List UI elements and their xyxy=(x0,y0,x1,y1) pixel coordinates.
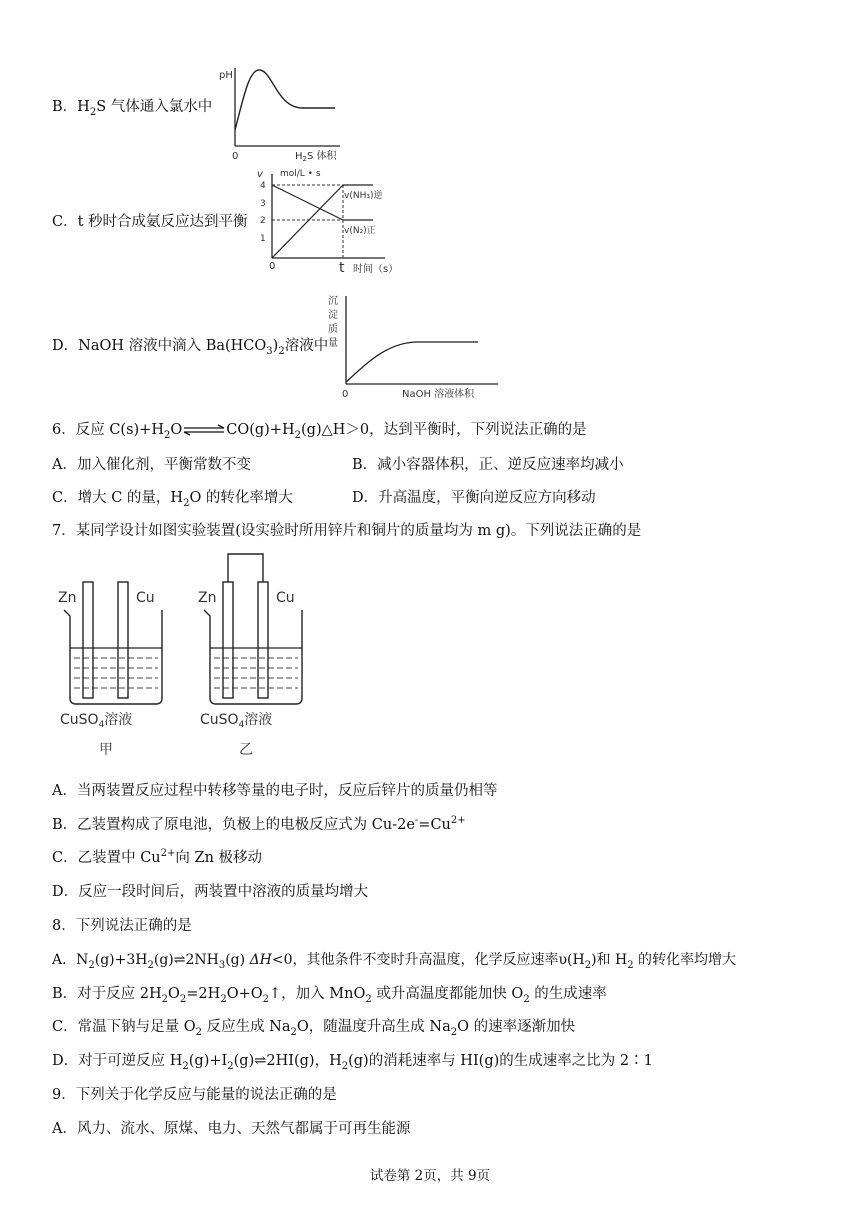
q9-option-a: A．风力、流水、原煤、电力、天然气都属于可再生能源 xyxy=(52,1121,411,1137)
q7-option-d: D．反应一段时间后，两装置中溶液的质量均增大 xyxy=(52,884,369,900)
q5-option-b: B．$H_2S$ 气体通入氯水中 xyxy=(52,99,213,118)
label-cu-yi: Cu xyxy=(276,590,295,606)
q9-stem: 9．下列关于化学反应与能量的说法正确的是 xyxy=(52,1087,337,1103)
q5-option-c: C．t 秒时合成氨反应达到平衡 xyxy=(52,214,248,230)
graph-d-xlabel: NaOH 溶液体积 xyxy=(402,389,475,400)
graph-b-xlabel: $H_2S$ 体积 xyxy=(295,151,337,163)
q7-option-c: C．乙装置中 $Cu^{2+}$向 Zn 极移动 xyxy=(52,848,263,866)
label-solution-yi: CuSO$_4$溶液 xyxy=(200,712,273,730)
graph-d-ylabel: 沉 xyxy=(328,296,338,307)
q6-option-b: B．减小容器体积，正、逆反应速率均减小 xyxy=(352,457,624,473)
label-cu-jia: Cu xyxy=(136,590,155,606)
q8-option-a: A．$N_2(g)+3H_2(g)\rightleftharpoons 2NH_3(g)$ ΔH<0，其他条件不变时升高温度，化学反应速率$\upsilon(H_2)$和 $H_2$ 的转化率均增大 xyxy=(52,952,737,971)
graph-c-ytick: 1 xyxy=(260,234,266,244)
graph-d-precipitate-mass xyxy=(318,290,508,402)
q8-stem: 8．下列说法正确的是 xyxy=(52,918,192,934)
beaker-yi xyxy=(204,554,302,704)
q7-option-b: B．乙装置构成了原电池，负极上的电极反应式为 $Cu-2e^-=Cu^{2+}$ xyxy=(52,815,466,833)
graph-d-ylabel: 淀 xyxy=(328,310,338,321)
q6-stem: 6．反应 $C(s)+H_2O$ $CO(g)+H_2(g)\triangle H>0$，达到平衡时，下列说法正确的是 xyxy=(52,422,587,441)
graph-c-unit: mol/L • s xyxy=(280,169,321,179)
label-jia: 甲 xyxy=(99,742,113,758)
q6-option-a: A．加入催化剂，平衡常数不变 xyxy=(52,457,251,473)
q8-option-b: B．对于反应 $2H_2O_2=2H_2O+O_2↑$，加入 MnO$_2$ 或升高温度都能加快 $O_2$ 的生成速率 xyxy=(52,986,607,1005)
equilibrium-arrow-icon xyxy=(182,424,226,436)
label-zn-jia: Zn xyxy=(58,590,77,606)
graph-c-vlabel: v xyxy=(257,169,263,180)
graph-c-rate-vs-time xyxy=(255,166,415,278)
graph-c-ytick: 3 xyxy=(260,199,266,209)
graph-c-ytick: 4 xyxy=(260,181,266,191)
q8-option-c: C．常温下钠与足量 $O_2$ 反应生成 $Na_2O$，随温度升高生成 $Na_2O$ 的速率逐渐加快 xyxy=(52,1019,576,1038)
graph-c-t: t xyxy=(339,260,345,276)
graph-c-origin: 0 xyxy=(269,261,276,272)
graph-c-n2-label: v(N₂)正 xyxy=(344,226,376,236)
graph-d-ylabel: 量 xyxy=(328,338,338,349)
label-solution-jia: CuSO$_4$溶液 xyxy=(60,712,133,730)
q6-option-d: D．升高温度，平衡向逆反应方向移动 xyxy=(352,490,596,506)
graph-c-nh3-label: v(NH₃)逆 xyxy=(344,191,383,201)
label-zn-yi: Zn xyxy=(198,590,217,606)
q7-stem: 7．某同学设计如图实验装置(设实验时所用锌片和铜片的质量均为 m g)。下列说法正确的是 xyxy=(52,523,642,539)
graph-d-origin: 0 xyxy=(342,389,349,400)
q7-apparatus-figure xyxy=(50,548,320,766)
graph-b-ylabel: pH xyxy=(219,70,233,81)
page-footer: 试卷第 2页，共 9页 xyxy=(369,1168,491,1184)
q6-option-c: C．增大 C 的量，$H_2O$ 的转化率增大 xyxy=(52,490,293,509)
label-yi: 乙 xyxy=(239,742,253,758)
q5-option-d: D．NaOH 溶液中滴入 $Ba(HCO_3)_2$溶液中 xyxy=(52,338,329,357)
q8-option-d: D．对于可逆反应 $H_2(g)+I_2(g)\rightleftharpoons 2HI(g)$，$H_2(g)$的消耗速率与 HI(g)的生成速率之比为 2∶1 xyxy=(52,1053,653,1072)
graph-b-origin: 0 xyxy=(232,151,239,162)
graph-b-ph-vs-h2s xyxy=(215,60,345,165)
graph-d-ylabel: 质 xyxy=(328,324,338,335)
q7-option-a: A．当两装置反应过程中转移等量的电子时，反应后锌片的质量仍相等 xyxy=(52,783,498,799)
graph-c-xlabel: 时间（s） xyxy=(353,264,399,275)
graph-c-ytick: 2 xyxy=(260,216,266,226)
